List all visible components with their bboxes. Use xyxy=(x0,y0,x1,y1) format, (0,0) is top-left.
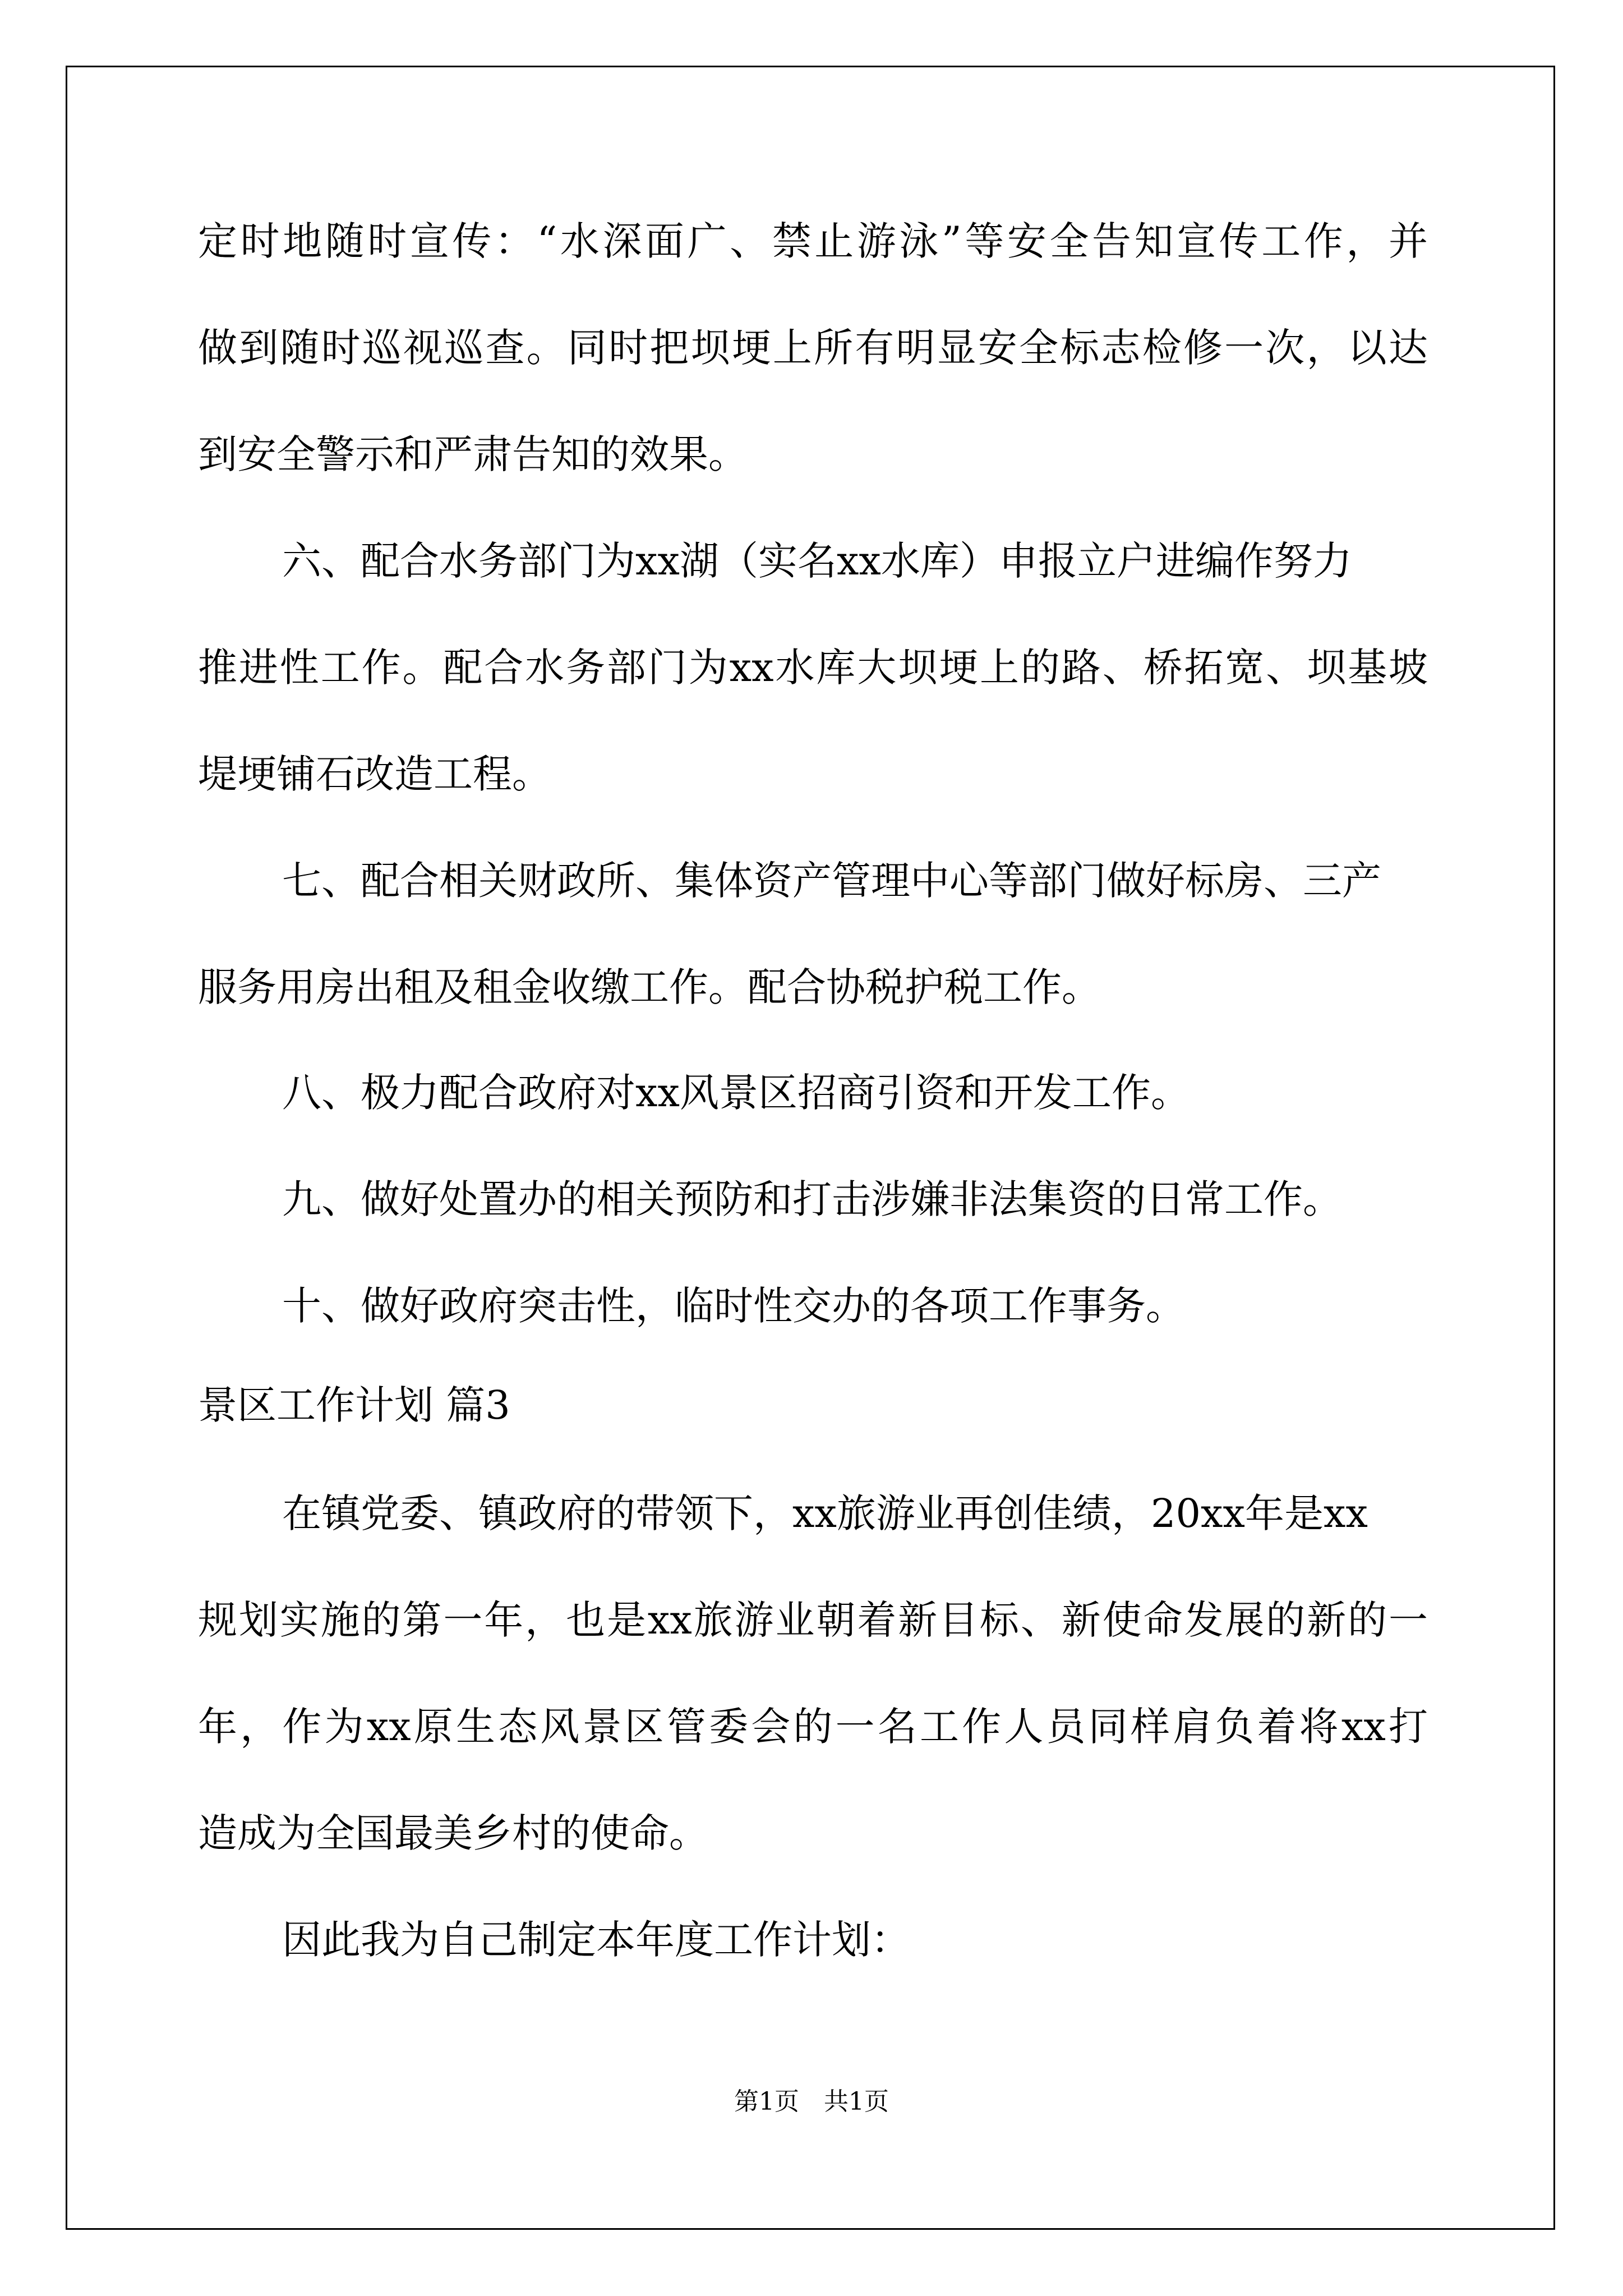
text-line: 到安全警示和严肃告知的效果。 xyxy=(198,431,748,477)
text-line: 堤埂铺石改造工程。 xyxy=(198,751,551,797)
text-line: 服务用房出租及租金收缴工作。配合协税护税工作。 xyxy=(198,964,1101,1010)
page-number-footer: 第1页 共1页 xyxy=(734,2087,889,2116)
text-line: 规划实施的第一年，也是xx旅游业朝着新目标、新使命发展的新的一 xyxy=(198,1597,1428,1643)
paragraph-start-line: 八、极力配合政府对xx风景区招商引资和开发工作。 xyxy=(282,1070,1190,1116)
paragraph-start-line: 九、做好处置办的相关预防和打击涉嫌非法集资的日常工作。 xyxy=(282,1176,1342,1222)
text-line: 做到随时巡视巡查。同时把坝埂上所有明显安全标志检修一次，以达 xyxy=(198,325,1428,371)
paragraph-start-line: 六、配合水务部门为xx湖（实名xx水库）申报立户进编作努力 xyxy=(282,538,1352,584)
text-line: 造成为全国最美乡村的使命。 xyxy=(198,1810,708,1856)
paragraph-start-line: 十、做好政府突击性，临时性交办的各项工作事务。 xyxy=(282,1283,1185,1329)
text-line: 年，作为xx原生态风景区管委会的一名工作人员同样肩负着将xx打 xyxy=(198,1704,1428,1750)
section-heading: 景区工作计划 篇3 xyxy=(198,1382,510,1428)
paragraph-start-line: 七、配合相关财政所、集体资产管理中心等部门做好标房、三产 xyxy=(282,858,1381,904)
text-line: 定时地随时宣传：“水深面广、禁止游泳”等安全告知宣传工作，并 xyxy=(198,218,1428,264)
paragraph-start-line: 因此我为自己制定本年度工作计划： xyxy=(282,1917,910,1963)
page-border xyxy=(66,66,1555,2230)
paragraph-start-line: 在镇党委、镇政府的带领下，xx旅游业再创佳绩，20xx年是xx xyxy=(282,1490,1368,1536)
text-line: 推进性工作。配合水务部门为xx水库大坝埂上的路、桥拓宽、坝基坡 xyxy=(198,645,1428,691)
